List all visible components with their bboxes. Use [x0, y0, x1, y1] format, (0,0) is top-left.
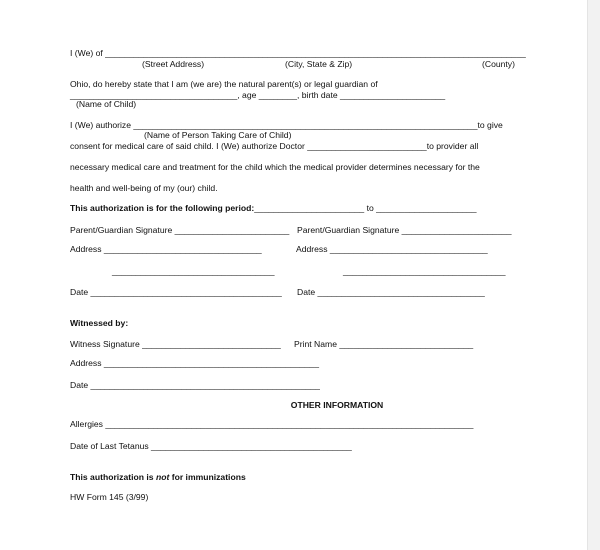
- parent-date-right: Date ___________________________________: [297, 287, 485, 297]
- parent-address2-right: __________________________________: [343, 266, 506, 276]
- line-medical-care: necessary medical care and treatment for the child which the medical provider determines necessary for the: [70, 162, 480, 172]
- sub-city-state-zip: (City, State & Zip): [285, 59, 353, 69]
- witnessed-by-heading: Witnessed by:: [70, 318, 129, 328]
- witness-print-name: Print Name ____________________________: [294, 339, 474, 349]
- parent-signature-left: Parent/Guardian Signature ________________________: [70, 225, 290, 235]
- authorization-period: [70, 203, 477, 214]
- other-information-heading: OTHER INFORMATION: [290, 400, 384, 410]
- sub-street-address: (Street Address): [142, 59, 205, 69]
- witness-signature: Witness Signature _____________________________: [70, 339, 281, 349]
- parent-signature-right: Parent/Guardian Signature _______________________: [297, 225, 512, 235]
- vertical-scrollbar[interactable]: [587, 0, 600, 550]
- sub-caretaker-name: (Name of Person Taking Care of Child): [144, 130, 292, 140]
- immunization-note-start: This authorization is: [70, 472, 156, 482]
- parent-address2-left: __________________________________: [112, 266, 275, 276]
- parent-date-left: Date ________________________________________: [70, 287, 282, 297]
- period-label: This authorization is for the following period:: [70, 203, 255, 213]
- line-child-age-birthdate: ___________________________________, age ________, birth date ______________________: [70, 90, 446, 100]
- parent-address-right: Address _________________________________: [296, 244, 488, 254]
- immunization-note-end: for immunizations: [169, 472, 246, 482]
- immunization-note-not: not: [155, 472, 170, 482]
- sub-name-of-child: (Name of Child): [76, 99, 137, 109]
- allergies-line: Allergies _____________________________________________________________________________: [70, 419, 474, 429]
- last-tetanus-line: Date of Last Tetanus __________________________________________: [70, 441, 352, 451]
- line-consent-doctor: consent for medical care of said child. I (We) authorize Doctor _________________________to provider all: [70, 141, 479, 151]
- sub-county: (County): [482, 59, 515, 69]
- form-number: HW Form 145 (3/99): [70, 492, 149, 502]
- line-resident-of: I (We) of ________________________________________________________________________________________: [70, 48, 526, 58]
- line-parent-statement: Ohio, do hereby state that I am (we are) the natural parent(s) or legal guardian of: [70, 79, 378, 89]
- line-well-being: health and well-being of my (our) child.: [70, 183, 218, 193]
- line-authorize: I (We) authorize ________________________________________________________________________to give: [70, 120, 503, 130]
- witness-address: Address _____________________________________________: [70, 358, 319, 368]
- witness-date: Date ________________________________________________: [70, 380, 320, 390]
- period-fields: _______________________ to _____________________: [254, 203, 477, 213]
- immunization-note: [70, 472, 246, 483]
- parent-address-left: Address _________________________________: [70, 244, 262, 254]
